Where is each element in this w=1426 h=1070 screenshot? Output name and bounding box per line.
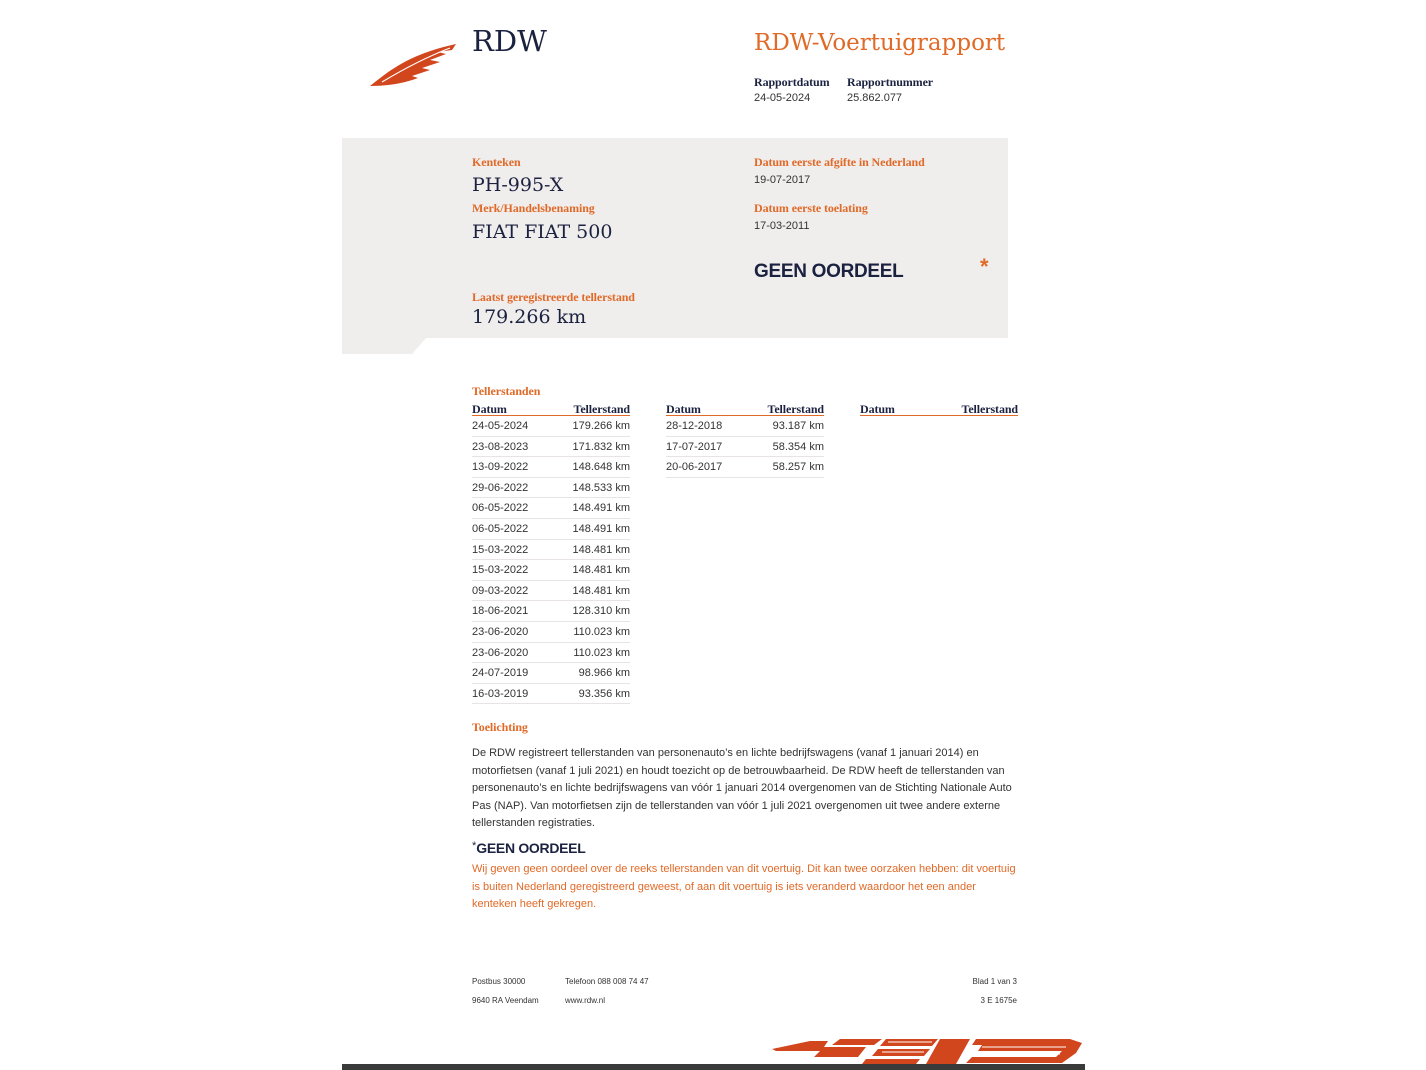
row-tellerstand: 179.266 km <box>572 420 630 432</box>
col-header-datum: Datum <box>666 402 701 416</box>
table-row <box>666 437 824 458</box>
toelichting-body: De RDW registreert tellerstanden van personenauto’s en lichte bedrijfswagens (vanaf 1 januari 2014) en motorfietsen (vanaf 1 juli 2021) en houdt toezicht op de betrouwbaarheid. De RDW heeft de tellerstanden van personenauto’s en lichte bedrijfswagens van vóór 1 januari 2014 overgenomen van de Stichting Nationale Auto Pas (NAP). Van motorfietsen zijn de tellerstanden van vóór 1 juli 2021 overgenomen uit twee andere externe tellerstanden registraties. <box>472 747 1012 830</box>
row-tellerstand: 171.832 km <box>572 440 630 453</box>
page-bottom-bar <box>342 1064 1085 1070</box>
row-tellerstand: 148.481 km <box>572 564 630 577</box>
row-datum: 18-06-2021 <box>472 605 529 618</box>
row-datum: 13-09-2022 <box>472 461 529 474</box>
kenteken-value: PH-995-X <box>472 174 564 196</box>
eerste-toelating-label: Datum eerste toelating <box>754 201 868 215</box>
row-datum: 15-03-2022 <box>472 564 529 577</box>
tellerstanden-column <box>472 402 630 704</box>
row-tellerstand: 148.481 km <box>572 584 630 597</box>
row-tellerstand: 110.023 km <box>573 646 630 659</box>
kenteken-label: Kenteken <box>472 155 521 169</box>
table-row <box>472 684 630 705</box>
table-row <box>472 560 630 581</box>
eerste-afgifte-label: Datum eerste afgifte in Nederland <box>754 155 925 169</box>
table-row <box>472 601 630 622</box>
col-header-tellerstand: Tellerstand <box>573 402 630 416</box>
col-header-datum: Datum <box>860 402 895 416</box>
row-datum: 09-03-2022 <box>472 584 529 597</box>
row-datum: 17-07-2017 <box>666 440 723 453</box>
table-row <box>666 457 824 478</box>
row-datum: 15-03-2022 <box>472 543 529 556</box>
table-row <box>472 519 630 540</box>
merk-label: Merk/Handelsbenaming <box>472 201 595 215</box>
eerste-afgifte-value: 19-07-2017 <box>754 174 811 186</box>
table-row <box>472 622 630 643</box>
oordeel-note-asterisk: * <box>472 840 477 852</box>
footer-page-number: Blad 1 van 3 <box>972 977 1017 986</box>
table-row <box>472 540 630 561</box>
eerste-toelating-value: 17-03-2011 <box>754 220 810 232</box>
row-datum: 23-06-2020 <box>472 625 529 638</box>
table-row <box>472 663 630 684</box>
merk-value: FIAT FIAT 500 <box>472 221 613 243</box>
tellerstanden-header-row <box>860 402 1018 416</box>
footer-document-code: 3 E 1675e <box>980 996 1017 1005</box>
laatste-tellerstand-label: Laatst geregistreerde tellerstand <box>472 290 635 304</box>
row-datum: 28-12-2018 <box>666 420 723 432</box>
rapportdatum-label: Rapportdatum <box>754 75 830 89</box>
row-tellerstand: 128.310 km <box>572 605 630 618</box>
row-tellerstand: 93.187 km <box>772 420 824 432</box>
footer-telefoon: Telefoon 088 008 74 47 <box>565 977 649 986</box>
org-name: RDW <box>472 24 547 58</box>
table-row <box>472 416 630 437</box>
row-tellerstand: 98.966 km <box>578 667 630 680</box>
col-header-tellerstand: Tellerstand <box>961 402 1018 416</box>
row-datum: 16-03-2019 <box>472 687 529 700</box>
table-row <box>472 498 630 519</box>
rapportdatum-value: 24-05-2024 <box>754 92 811 104</box>
row-tellerstand: 110.023 km <box>573 625 630 638</box>
row-datum: 20-06-2017 <box>666 461 723 474</box>
tellerstanden-heading: Tellerstanden <box>472 384 541 398</box>
rdw-feather-icon <box>368 40 460 95</box>
row-tellerstand: 148.533 km <box>572 481 630 494</box>
tellerstanden-header-row <box>666 402 824 416</box>
table-row <box>472 581 630 602</box>
col-header-tellerstand: Tellerstand <box>767 402 824 416</box>
rapportnummer-label: Rapportnummer <box>847 75 934 89</box>
toelichting-heading: Toelichting <box>472 720 528 734</box>
row-datum: 29-06-2022 <box>472 481 529 494</box>
row-tellerstand: 148.648 km <box>572 461 630 474</box>
summary-panel <box>342 138 1008 354</box>
report-title: RDW-Voertuigrapport <box>754 30 1006 56</box>
row-datum: 24-07-2019 <box>472 667 529 680</box>
row-tellerstand: 93.356 km <box>578 687 630 700</box>
tellerstanden-column <box>666 402 824 478</box>
tellerstanden-column <box>860 402 1018 416</box>
rapportnummer-value: 25.862.077 <box>847 92 903 104</box>
footer-plaats: 9640 RA Veendam <box>472 996 539 1005</box>
row-tellerstand: 58.354 km <box>772 440 824 453</box>
row-datum: 06-05-2022 <box>472 522 529 535</box>
table-row <box>472 478 630 499</box>
row-datum: 23-08-2023 <box>472 440 529 453</box>
table-row <box>472 457 630 478</box>
tellerstanden-header-row <box>472 402 630 416</box>
table-row <box>472 643 630 664</box>
oordeel-note-title <box>472 840 585 858</box>
table-row <box>472 437 630 458</box>
footer-website-link[interactable]: www.rdw.nl <box>565 996 606 1005</box>
row-datum: 06-05-2022 <box>472 502 529 515</box>
table-row <box>666 416 824 437</box>
row-tellerstand: 148.491 km <box>572 522 630 535</box>
oordeel-note-text: GEEN OORDEEL <box>476 840 586 856</box>
row-tellerstand: 148.481 km <box>572 543 630 556</box>
oordeel-note-body: Wij geven geen oordeel over de reeks tellerstanden van dit voertuig. Dit kan twee oorzaken hebben: dit voertuig is buiten Nederland geregistreerd geweest, of aan dit voertuig is iets veranderd waardoor het een ander kenteken heeft gekregen. <box>472 863 1016 911</box>
laatste-tellerstand-value: 179.266 km <box>472 306 587 328</box>
oordeel-status: GEEN OORDEEL <box>754 261 904 282</box>
footer-postbus: Postbus 30000 <box>472 977 526 986</box>
row-datum: 23-06-2020 <box>472 646 529 659</box>
oordeel-asterisk: * <box>980 254 989 279</box>
col-header-datum: Datum <box>472 402 507 416</box>
row-tellerstand: 58.257 km <box>772 461 824 474</box>
row-datum: 24-05-2024 <box>472 420 529 432</box>
row-tellerstand: 148.491 km <box>572 502 630 515</box>
